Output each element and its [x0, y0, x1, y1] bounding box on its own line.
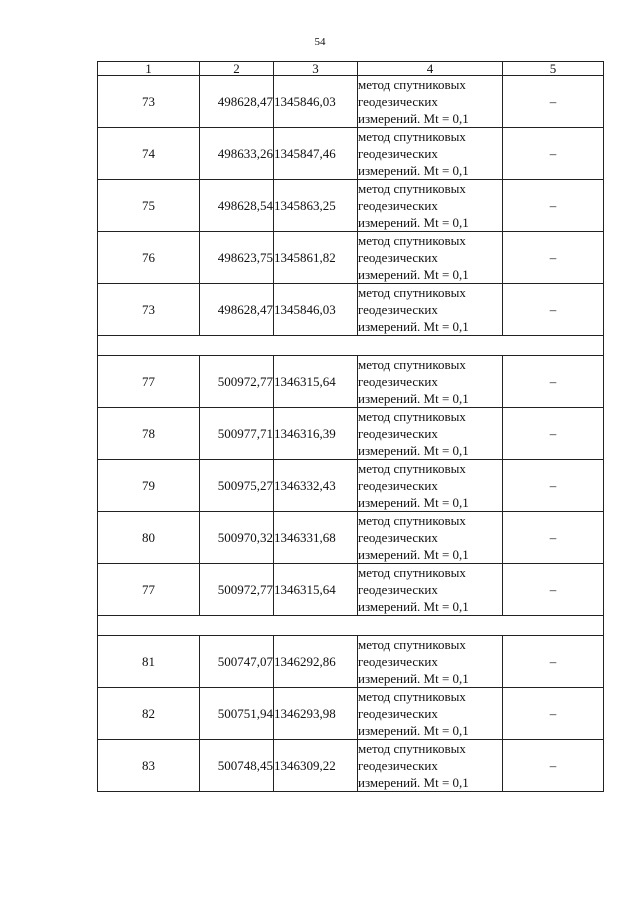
x-coordinate-cell: 498628,47: [200, 284, 274, 336]
method-cell: [358, 740, 503, 792]
y-coordinate-cell: 1346293,98: [274, 688, 358, 740]
table-row: [98, 564, 604, 616]
y-coordinate-cell: 1346315,64: [274, 356, 358, 408]
x-coordinate-cell: 498633,26: [200, 128, 274, 180]
point-number-cell: 74: [98, 128, 200, 180]
point-number-cell: 82: [98, 688, 200, 740]
note-cell: –: [503, 408, 604, 460]
x-coordinate-cell: 500747,07: [200, 636, 274, 688]
note-cell: –: [503, 512, 604, 564]
y-coordinate-cell: 1346309,22: [274, 740, 358, 792]
table-row: [98, 408, 604, 460]
method-cell: [358, 636, 503, 688]
method-line: измерений. Mt = 0,1: [358, 723, 469, 738]
note-cell: –: [503, 688, 604, 740]
note-cell: –: [503, 284, 604, 336]
method-cell: [358, 128, 503, 180]
x-coordinate-cell: 500970,32: [200, 512, 274, 564]
point-number-cell: 77: [98, 356, 200, 408]
group-separator-row: [98, 336, 604, 356]
note-cell: –: [503, 636, 604, 688]
method-cell: [358, 460, 503, 512]
method-line: геодезических: [358, 198, 438, 213]
method-cell: [358, 180, 503, 232]
method-line: измерений. Mt = 0,1: [358, 215, 469, 230]
method-cell: [358, 232, 503, 284]
method-line: метод спутниковых: [358, 233, 466, 248]
point-number-cell: 76: [98, 232, 200, 284]
method-line: геодезических: [358, 374, 438, 389]
method-line: геодезических: [358, 250, 438, 265]
point-number-cell: 80: [98, 512, 200, 564]
y-coordinate-cell: 1346315,64: [274, 564, 358, 616]
method-line: измерений. Mt = 0,1: [358, 599, 469, 614]
method-line: метод спутниковых: [358, 513, 466, 528]
table-row: [98, 356, 604, 408]
method-line: метод спутниковых: [358, 77, 466, 92]
header-cell-2: 2: [200, 62, 274, 76]
y-coordinate-cell: 1345846,03: [274, 284, 358, 336]
method-line: метод спутниковых: [358, 409, 466, 424]
table-row: [98, 128, 604, 180]
page-number: 54: [314, 36, 326, 48]
y-coordinate-cell: 1345863,25: [274, 180, 358, 232]
method-line: измерений. Mt = 0,1: [358, 267, 469, 282]
separator-cell: [98, 616, 604, 636]
method-line: измерений. Mt = 0,1: [358, 775, 469, 790]
y-coordinate-cell: 1345846,03: [274, 76, 358, 128]
method-cell: [358, 512, 503, 564]
table-row: [98, 232, 604, 284]
method-cell: [358, 356, 503, 408]
method-line: геодезических: [358, 94, 438, 109]
method-line: измерений. Mt = 0,1: [358, 163, 469, 178]
table-row: [98, 512, 604, 564]
method-line: метод спутниковых: [358, 689, 466, 704]
method-line: метод спутниковых: [358, 181, 466, 196]
point-number-cell: 73: [98, 76, 200, 128]
method-cell: [358, 284, 503, 336]
table-row: [98, 76, 604, 128]
note-cell: –: [503, 356, 604, 408]
note-cell: –: [503, 128, 604, 180]
method-line: метод спутниковых: [358, 285, 466, 300]
x-coordinate-cell: 500972,77: [200, 564, 274, 616]
table-row: [98, 180, 604, 232]
note-cell: –: [503, 564, 604, 616]
header-cell-4: 4: [358, 62, 503, 76]
method-line: геодезических: [358, 426, 438, 441]
x-coordinate-cell: 498628,47: [200, 76, 274, 128]
coordinates-table: [97, 61, 604, 792]
method-line: измерений. Mt = 0,1: [358, 495, 469, 510]
method-cell: [358, 564, 503, 616]
method-line: геодезических: [358, 530, 438, 545]
point-number-cell: 77: [98, 564, 200, 616]
y-coordinate-cell: 1346292,86: [274, 636, 358, 688]
x-coordinate-cell: 500751,94: [200, 688, 274, 740]
method-cell: [358, 76, 503, 128]
x-coordinate-cell: 500972,77: [200, 356, 274, 408]
method-line: измерений. Mt = 0,1: [358, 671, 469, 686]
x-coordinate-cell: 500977,71: [200, 408, 274, 460]
method-line: измерений. Mt = 0,1: [358, 547, 469, 562]
note-cell: –: [503, 76, 604, 128]
point-number-cell: 83: [98, 740, 200, 792]
method-line: геодезических: [358, 706, 438, 721]
group-separator-row: [98, 616, 604, 636]
table-row: [98, 636, 604, 688]
point-number-cell: 73: [98, 284, 200, 336]
method-line: метод спутниковых: [358, 357, 466, 372]
method-line: метод спутниковых: [358, 565, 466, 580]
header-cell-1: 1: [98, 62, 200, 76]
method-line: метод спутниковых: [358, 741, 466, 756]
method-cell: [358, 408, 503, 460]
x-coordinate-cell: 500748,45: [200, 740, 274, 792]
table-row: [98, 460, 604, 512]
y-coordinate-cell: 1346331,68: [274, 512, 358, 564]
method-line: геодезических: [358, 146, 438, 161]
note-cell: –: [503, 180, 604, 232]
header-cell-3: 3: [274, 62, 358, 76]
point-number-cell: 79: [98, 460, 200, 512]
x-coordinate-cell: 500975,27: [200, 460, 274, 512]
table-row: [98, 740, 604, 792]
header-row: [98, 62, 604, 76]
y-coordinate-cell: 1346332,43: [274, 460, 358, 512]
method-line: метод спутниковых: [358, 461, 466, 476]
y-coordinate-cell: 1345847,46: [274, 128, 358, 180]
y-coordinate-cell: 1345861,82: [274, 232, 358, 284]
y-coordinate-cell: 1346316,39: [274, 408, 358, 460]
method-line: измерений. Mt = 0,1: [358, 391, 469, 406]
note-cell: –: [503, 740, 604, 792]
table-body: [98, 62, 604, 792]
table-row: [98, 284, 604, 336]
point-number-cell: 81: [98, 636, 200, 688]
method-line: геодезических: [358, 654, 438, 669]
separator-cell: [98, 336, 604, 356]
method-line: метод спутниковых: [358, 129, 466, 144]
note-cell: –: [503, 460, 604, 512]
note-cell: –: [503, 232, 604, 284]
method-line: геодезических: [358, 302, 438, 317]
method-line: измерений. Mt = 0,1: [358, 111, 469, 126]
table-row: [98, 688, 604, 740]
method-line: геодезических: [358, 758, 438, 773]
point-number-cell: 75: [98, 180, 200, 232]
method-line: измерений. Mt = 0,1: [358, 319, 469, 334]
method-line: геодезических: [358, 582, 438, 597]
method-cell: [358, 688, 503, 740]
x-coordinate-cell: 498628,54: [200, 180, 274, 232]
x-coordinate-cell: 498623,75: [200, 232, 274, 284]
header-cell-5: 5: [503, 62, 604, 76]
method-line: метод спутниковых: [358, 637, 466, 652]
method-line: геодезических: [358, 478, 438, 493]
point-number-cell: 78: [98, 408, 200, 460]
method-line: измерений. Mt = 0,1: [358, 443, 469, 458]
